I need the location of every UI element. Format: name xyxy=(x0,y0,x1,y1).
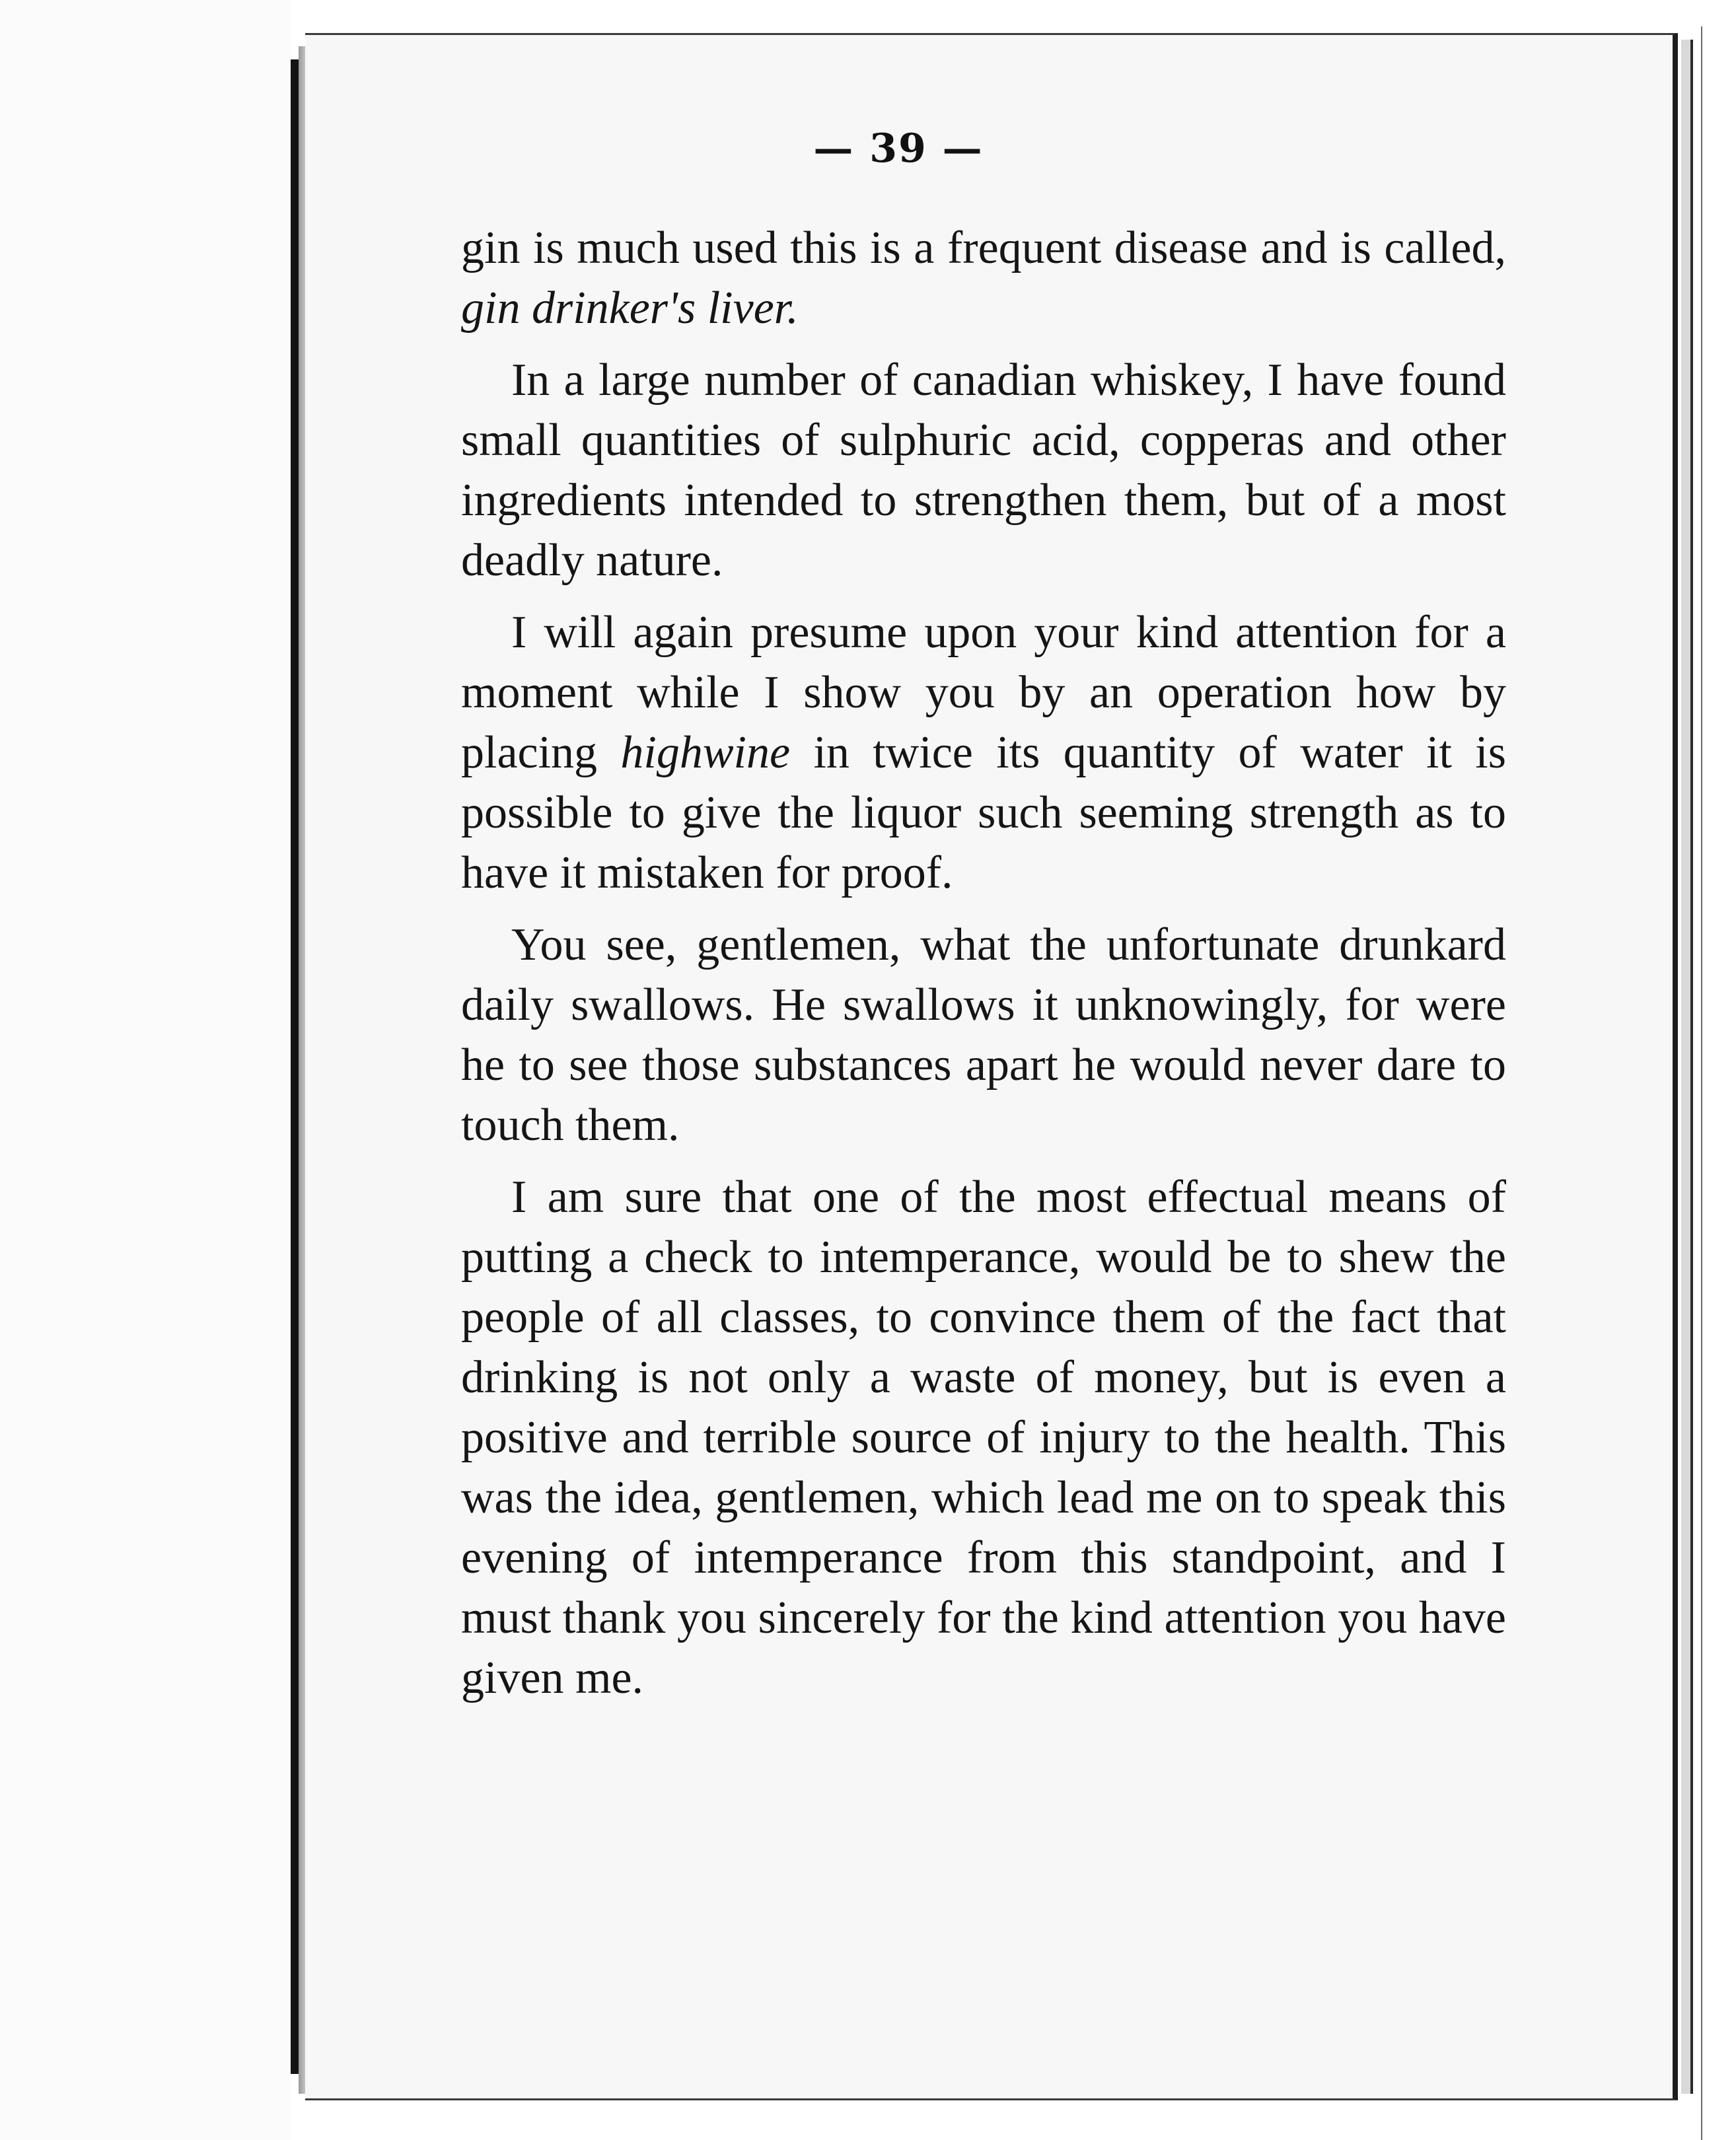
paragraph-1-italic-term: gin drinker's liver. xyxy=(461,283,799,334)
paragraph-5 xyxy=(461,1167,1506,1708)
paragraph-2-text: In a large number of canadian whiskey, I have found small quantities of sulphuric acid, copperas and other ingredients intended to strengthen them, but of a most deadly nature. xyxy=(461,355,1506,586)
scan-background-edge xyxy=(1701,26,1736,2140)
body-text xyxy=(461,218,1506,1720)
paragraph-3-italic-term: highwine xyxy=(620,727,791,778)
page-number: — 39 — xyxy=(813,125,984,172)
paragraph-3-text-start: I will again presume upon your kind attention for a moment while I show you by an operation how by placing xyxy=(461,607,1506,778)
paragraph-3 xyxy=(461,602,1506,903)
paragraph-2 xyxy=(461,350,1506,590)
paragraph-1 xyxy=(461,218,1506,338)
blank-left-page xyxy=(0,0,291,2140)
booklet-spine xyxy=(291,59,299,2074)
paragraph-4-text: You see, gentlemen, what the unfortunate drunkard daily swallows. He swallows it unknowingly, for were he to see those substances apart he would never dare to touch them. xyxy=(461,919,1506,1151)
paragraph-1-text: gin is much used this is a frequent disease and is called, xyxy=(461,223,1506,273)
paragraph-5-text: I am sure that one of the most effectual means of putting a check to intemperance, would be to shew the people of all classes, to convince them of the fact that drinking is not only a waste of money, but is even a positive and terrible source of injury to the health. This was the idea, gentlemen, which lead me on to speak this evening of intemperance from this standpoint, and I must thank you sincerely for the kind attention you have given me. xyxy=(461,1172,1506,1703)
paragraph-4 xyxy=(461,915,1506,1155)
paragraph-3-text-end: in twice its quantity of water it is possible to give the liquor such seeming strength as to have it mistaken for proof. xyxy=(461,727,1506,898)
page-fore-edge xyxy=(1681,40,1693,2094)
